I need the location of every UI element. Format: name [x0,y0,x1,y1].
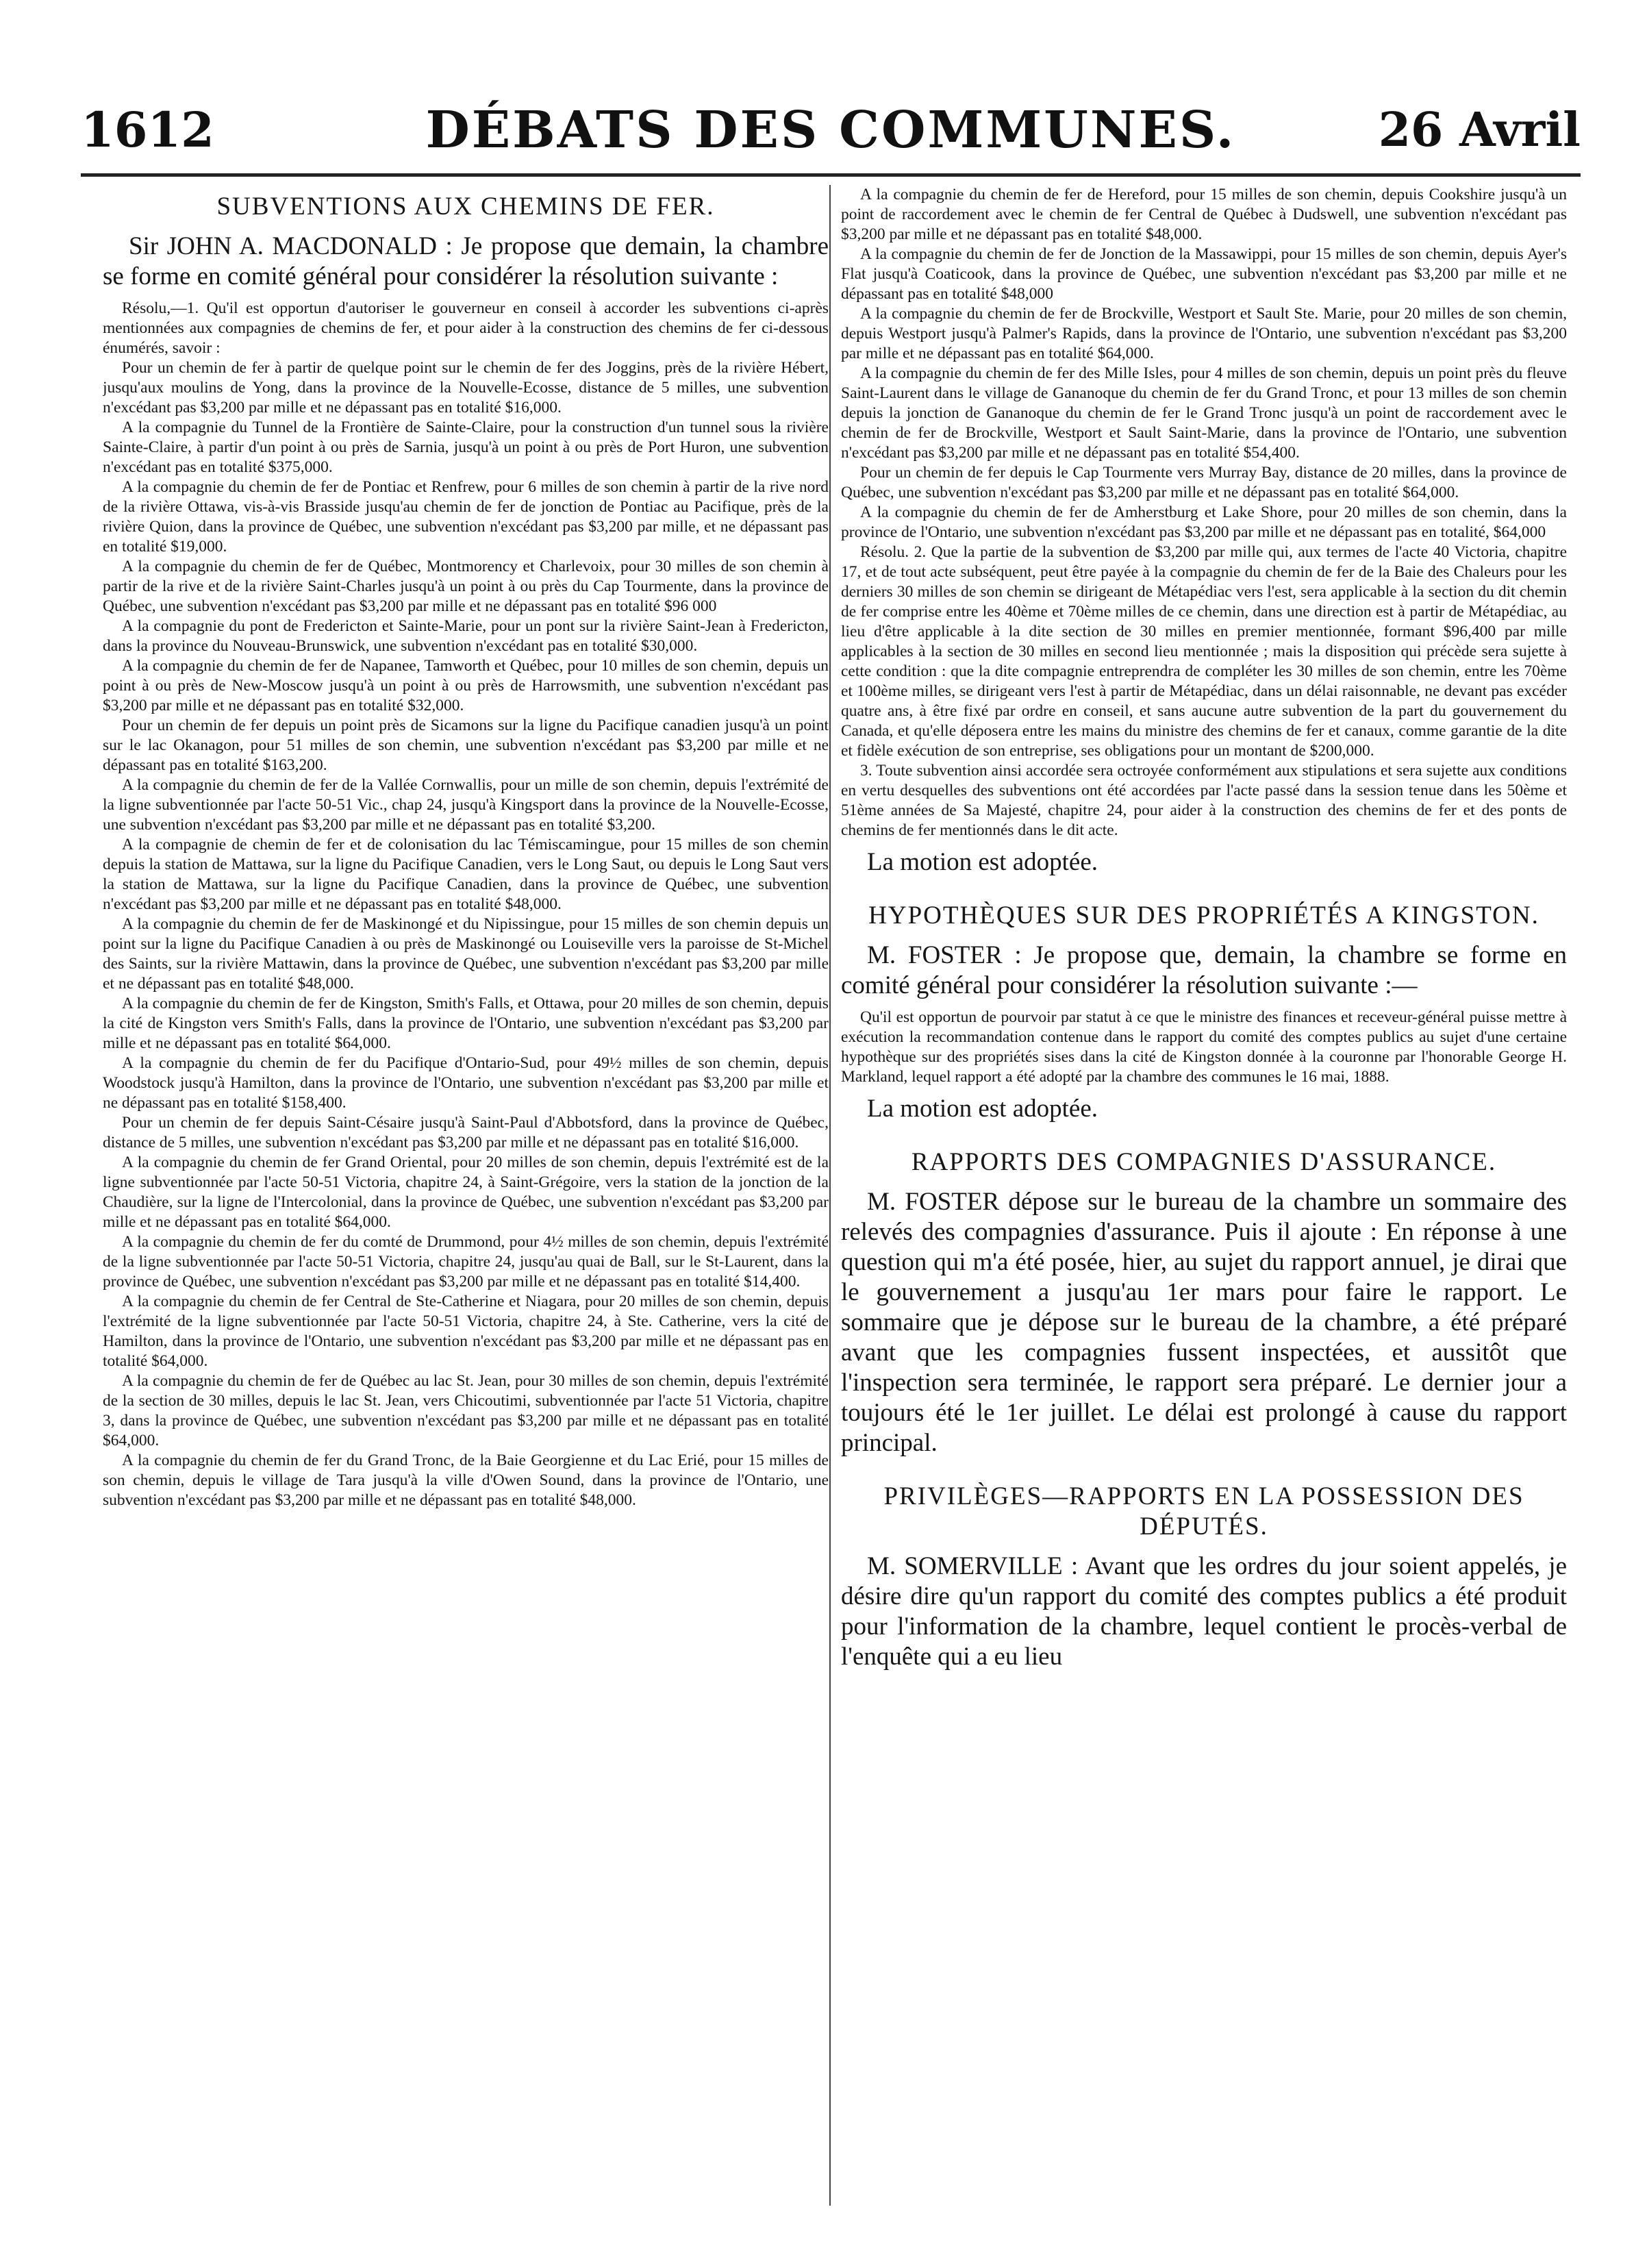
subsidy-paragraph: A la compagnie du chemin de fer Grand Oriental, pour 20 milles de son chemin, depuis l'extrémité est de la ligne subventionnée par l'acte 50-51 Victoria, chapitre 24, à Saint-Grégoire, vers la station de la jonction de la Chaudière, sur la ligne de l'Intercolonial, dans la province de Québec, une subvention n'excédant pas $3,200 par mille et ne dépassant pas en totalité $64,000. [103,1154,829,1231]
column-divider [829,185,831,2206]
subsidy-paragraph: A la compagnie du chemin de fer de Pontiac et Renfrew, pour 6 milles de son chemin à partir de la rive nord de la rivière Ottawa, vis-à-vis Brasside jusqu'au chemin de fer de jonction de Pontiac au Pacifique, près de la rivière Quion, dans la province de Québec, une subvention n'excédant pas $3,200 par mille, et ne dépassant pas en totalité $19,000. [103,478,829,556]
subsidy-paragraph: A la compagnie du pont de Fredericton et Sainte-Marie, pour un pont sur la rivière Saint-Jean à Fredericton, dans la province du Nouveau-Brunswick, une subvention n'excédant pas en totalité $30,000. [103,617,829,655]
subsidy-paragraph: Pour un chemin de fer depuis un point près de Sicamons sur la ligne du Pacifique canadien jusqu'à un point sur le lac Okanagon, pour 51 milles de son chemin, une subvention n'excédant pas $3,200 par mille et ne dépassant pas en totalité $163,200. [103,716,829,774]
page-header [81,96,1581,171]
resolution-3: 3. Toute subvention ainsi accordée sera octroyée conformément aux stipulations et sera sujette aux conditions en vertu desquelles des subventions ont été accordées par l'acte passé dans la session tenue dans les 50ème et 51ème années de Sa Majesté, chapitre 24, pour aider à la construction des chemins de fer et des ponts de chemins de fer mentionnés dans le dit acte. [841,762,1567,839]
header-rule [81,173,1581,177]
page-number: 1612 [81,101,214,158]
subsidy-paragraph: A la compagnie de chemin de fer et de colonisation du lac Témiscamingue, pour 15 milles de son chemin depuis la station de Mattawa, sur la ligne du Pacifique Canadien, vers le Long Saut, ou depuis le Long Saut vers la station de Mattawa, sur la ligne du Pacifique Canadien, dans la province de Québec, une subvention n'excédant pas $3,200 par mille et ne dépassant pas en totalité $48,000. [103,836,829,913]
subsidy-paragraph: A la compagnie du chemin de fer de Maskinongé et du Nipissingue, pour 15 milles de son chemin depuis un point sur la ligne du Pacifique Canadien à ou près de Maskinongé ou Louiseville vers la paroisse de St-Michel des Saints, sur la rivière Mattawin, dans la province de Québec, une subvention n'excédant pas $3,200 par mille et ne dépassant pas en totalité $48,000. [103,915,829,993]
motion-adopted: La motion est adoptée. [867,1095,1098,1123]
subsidy-paragraph: Résolu,—1. Qu'il est opportun d'autoriser le gouverneur en conseil à accorder les subventions ci-après mentionnées aux compagnies de chemins de fer, et pour aider à la construction des chemins de fer ci-dessous énumérés, savoir : [103,299,829,357]
subsidy-paragraph: A la compagnie du chemin de fer de Kingston, Smith's Falls, et Ottawa, pour 20 milles de son chemin, depuis la cité de Kingston vers Smith's Falls, dans la province de l'Ontario, une subvention n'excédant pas $3,200 par mille et ne dépassant pas en totalité $64,000. [103,995,829,1052]
section-heading-subventions: SUBVENTIONS AUX CHEMINS DE FER. [216,192,715,221]
resolution-2: Résolu. 2. Que la partie de la subvention de $3,200 par mille qui, aux termes de l'acte 40 Victoria, chapitre 17, et de tout acte subséquent, peut être payée à la compagnie du chemin de fer de la Baie des Chaleurs pour les derniers 30 milles de son chemin se dirigeant de Métapédiac vers l'est, sera applicable à la section du dit chemin de fer comprise entre les 40ème et 70ème milles de ce chemin, dans une direction est à partir de Métapédiac, au lieu d'être applicable à la dite section de 30 milles en premier mentionnée, formant $96,400 par mille applicables à la section de 30 milles en second lieu mentionnée ; mais la disposition qui précède sera sujette à cette condition : que la dite compagnie entreprendra de compléter les 30 milles de son chemin, entre les 70ème et 100ème milles, se dirigeant vers l'est à partir de Métapédiac, dans un délai raisonnable, ne devant pas excéder quatre ans, à être fixé par ordre en conseil, et sans aucune autre subvention de la part du gouvernement du Canada, et qu'elle déposera entre les mains du ministre des chemins de fer et canaux, comme garantie de la dite et fidèle exécution de son entreprise, ses obligations pour un montant de $200,000. [841,543,1567,760]
motion-adopted: La motion est adoptée. [867,848,1098,876]
subsidy-paragraph: A la compagnie du chemin de fer de la Vallée Cornwallis, pour un mille de son chemin, depuis l'extrémité de la ligne subventionnée par l'acte 50-51 Vic., chap 24, jusqu'à Kingsport dans la province de la Nouvelle-Ecosse, une subvention n'excédant pas $3,200 par mille et ne dépassant pas en totalité $3,200. [103,776,829,834]
section-heading-hypotheques: HYPOTHÈQUES SUR DES PROPRIÉTÉS A KINGSTON. [868,901,1539,930]
section-heading-assurance: RAPPORTS DES COMPAGNIES D'ASSURANCE. [911,1148,1497,1176]
section-heading-privileges: PRIVILÈGES—RAPPORTS EN LA POSSESSION DES DÉPUTÉS. [883,1482,1524,1541]
subsidy-paragraph: A la compagnie du chemin de fer de Napanee, Tamworth et Québec, pour 10 milles de son chemin, depuis un point à ou près de New-Moscow jusqu'à un point à ou près de Harrowsmith, une subvention n'excédant pas $3,200 par mille et ne dépassant pas en totalité $32,000. [103,657,829,714]
kingston-resolution: Qu'il est opportun de pourvoir par statut à ce que le ministre des finances et receveur-général puisse mettre à exécution la recommandation contenue dans le rapport du comité des comptes publics au sujet d'une certaine hypothèque sur des propriétés sises dans la cité de Kingston donnée à la couronne par l'honorable George H. Markland, lequel rapport a été adopté par la chambre des communes le 16 mai, 1888. [841,1008,1567,1086]
subsidy-paragraph: A la compagnie du chemin de fer de Québec au lac St. Jean, pour 30 milles de son chemin, depuis l'extrémité de la section de 30 milles, depuis le lac St. Jean, vers Chicoutimi, subventionnée par l'acte 51 Victoria, chapitre 3, dans la province de Québec, une subvention n'excédant pas $3,200 par mille et ne dépassant pas en totalité $64,000. [103,1372,829,1449]
right-column [841,185,1567,2213]
foster-motion: M. FOSTER : Je propose que, demain, la chambre se forme en comité général pour considérer la résolution suivante :— [841,941,1567,999]
foster-insurance-statement: M. FOSTER dépose sur le bureau de la chambre un sommaire des relevés des compagnies d'assurance. Puis il ajoute : En réponse à une question qui m'a été posée, hier, au sujet du rapport annuel, je dirai que le gouvernement a jusqu'au 1er mars pour faire le rapport. Le sommaire que je dépose sur le bureau de la chambre, a été préparé avant que les compagnies fussent inspectées, et aussitôt que l'inspection sera terminée, le rapport sera préparé. Le dernier jour a toujours été le 1er juillet. Le délai est prolongé à cause du rapport principal. [841,1188,1567,1457]
subsidy-paragraph: A la compagnie du chemin de fer des Mille Isles, pour 4 milles de son chemin, depuis un point près du fleuve Saint-Laurent dans le village de Gananoque du chemin de fer du Grand Tronc, et pour 13 milles de son chemin depuis la jonction de Gananoque du chemin de fer le Grand Tronc jusqu'à un point de raccordement avec le chemin de fer de Brockville, Westport et Sault Saint-Marie, dans la province de l'Ontario, une subvention n'excédant pas $3,200 par mille et ne dépassant pas en totalité $54,400. [841,364,1567,462]
somerville-statement: M. SOMERVILLE : Avant que les ordres du jour soient appelés, je désire dire qu'un rapport du comité des comptes publics a été produit pour l'information de la chambre, lequel contient le procès-verbal de l'enquête qui a eu lieu [841,1552,1567,1671]
subsidy-paragraph: Pour un chemin de fer depuis le Cap Tourmente vers Murray Bay, distance de 20 milles, dans la province de Québec, une subvention n'excédant pas $3,200 par mille et ne dépassant pas en totalité $64,000. [841,464,1567,501]
subsidy-paragraph: A la compagnie du chemin de fer du comté de Drummond, pour 4½ milles de son chemin, depuis l'extrémité de la ligne subventionnée par l'acte 50-51 Victoria, chapitre 24, jusqu'au quai de Ball, sur le St-Laurent, dans la province de Québec, une subvention n'excédant pas $3,200 par mille et ne dépassant pas en totalité $14,400. [103,1233,829,1291]
subsidy-paragraph: Pour un chemin de fer à partir de quelque point sur le chemin de fer des Joggins, près de la rivière Hébert, jusqu'aux moulins de Yong, dans la province de la Nouvelle-Ecosse, distance de 5 milles, une subvention n'excédant pas $3,200 par mille et ne dépassant pas en totalité $16,000. [103,359,829,416]
left-column [103,185,829,2213]
page-date: 26 Avril [1378,103,1581,158]
subsidy-paragraph: A la compagnie du chemin de fer de Québec, Montmorency et Charlevoix, pour 30 milles de son chemin à partir de la rive et de la rivière Saint-Charles jusqu'à un point à ou près du Cap Tourmente, dans la province de Québec, une subvention n'excédant pas $3,200 par mille et ne dépassant pas en totalité $96 000 [103,558,829,615]
subsidy-paragraph: A la compagnie du chemin de fer du Grand Tronc, de la Baie Georgienne et du Lac Erié, pour 15 milles de son chemin, depuis le village de Tara jusqu'à la ville d'Owen Sound, dans la province de l'Ontario, une subvention n'excédant pas $3,200 par mille et ne dépassant pas en totalité $48,000. [103,1451,829,1509]
subsidy-paragraph: A la compagnie du Tunnel de la Frontière de Sainte-Claire, pour la construction d'un tunnel sous la rivière Sainte-Claire, à partir d'un point à ou près de Sarnia, jusqu'à un point à ou près de Port Huron, une subvention n'excédant pas en totalité $375,000. [103,419,829,476]
subsidy-paragraph: A la compagnie du chemin de fer de Brockville, Westport et Sault Ste. Marie, pour 20 milles de son chemin, depuis Westport jusqu'à Palmer's Rapids, dans la province de l'Ontario, une subvention n'excédant pas $3,200 par mille et ne dépassant pas en totalité $64,000. [841,305,1567,362]
page-title: DÉBATS DES COMMUNES. [425,101,1236,160]
subsidy-paragraph: A la compagnie du chemin de fer Central de Ste-Catherine et Niagara, pour 20 milles de son chemin, depuis l'extrémité de la ligne subventionnée par l'acte 50-51 Victoria, chapitre 24, à Ste. Catherine, vers la cité de Hamilton, dans la province de l'Ontario, une subvention n'excédant pas $3,200 par mille et ne dépassant pas en totalité $64,000. [103,1293,829,1370]
subsidy-paragraph: Pour un chemin de fer depuis Saint-Césaire jusqu'à Saint-Paul d'Abbotsford, dans la province de Québec, distance de 5 milles, une subvention n'excédant pas $3,200 par mille et ne dépassant pas en totalité $16,000. [103,1114,829,1151]
subsidy-paragraph: A la compagnie du chemin de fer de Hereford, pour 15 milles de son chemin, depuis Cookshire jusqu'à un point de raccordement avec le chemin de fer Central de Québec à Dudswell, une subvention n'excédant pas $3,200 par mille et ne dépassant pas en totalité $48,000. [841,186,1567,243]
subsidy-paragraph: A la compagnie du chemin de fer du Pacifique d'Ontario-Sud, pour 49½ milles de son chemin, depuis Woodstock jusqu'à Hamilton, dans la province de l'Ontario, une subvention n'excédant pas $3,200 par mille et ne dépassant pas en totalité $158,400. [103,1054,829,1112]
subsidy-paragraph: A la compagnie du chemin de fer de Amherstburg et Lake Shore, pour 20 milles de son chemin, dans la province de l'Ontario, une subvention n'excédant pas $3,200 par mille et ne dépassant pas en totalité, $64,000 [841,503,1567,541]
subsidy-paragraph: A la compagnie du chemin de fer de Jonction de la Massawippi, pour 15 milles de son chemin, depuis Ayer's Flat jusqu'à Coaticook, dans la province de Québec, une subvention n'excédant pas $3,200 par mille et ne dépassant pas en totalité $48,000 [841,245,1567,303]
macdonald-motion: Sir JOHN A. MACDONALD : Je propose que demain, la chambre se forme en comité général pour considérer la résolution suivante : [103,232,829,290]
